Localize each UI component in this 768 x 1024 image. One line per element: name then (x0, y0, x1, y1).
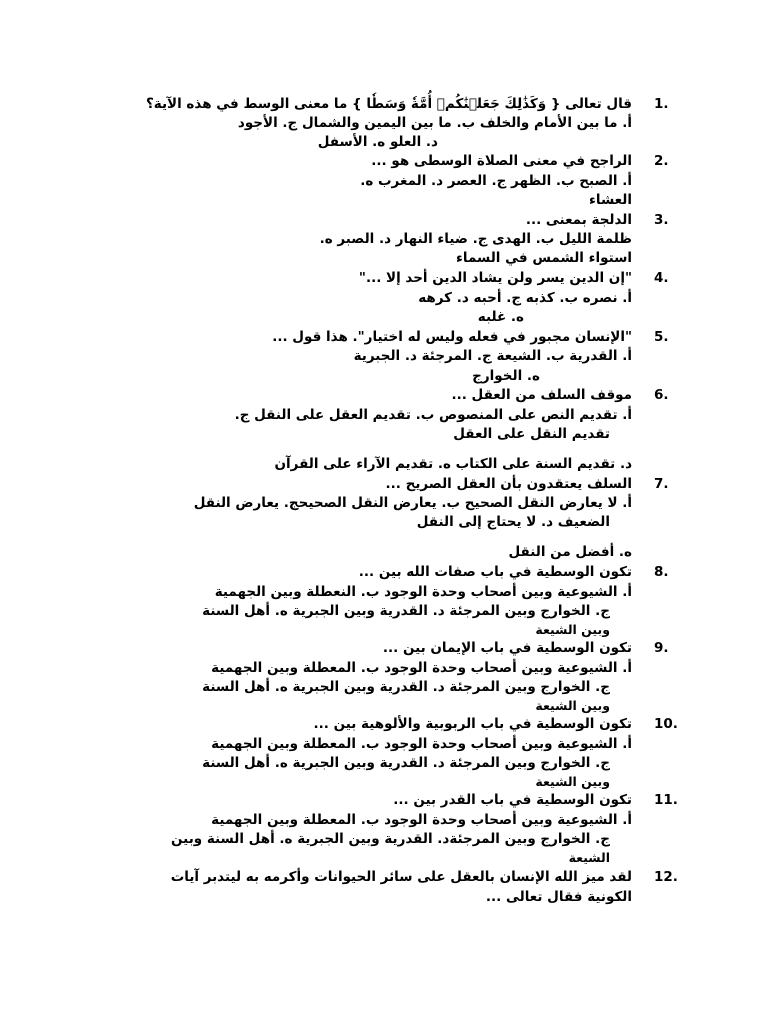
answer-line: أ. الشيوعية وبين أصحاب وحدة الوجود ب. النعطلة وبين الجهمية (214, 584, 632, 600)
answer-line: الكونية فقال تعالى ... (485, 889, 632, 905)
question-text: لقد ميز الله الإنسان بالعقل على سائر الحيوانات وأكرمه به ليتدبر آيات (170, 869, 632, 885)
answer-line: ج. الخوارج وبين المرجئة د. القدرية وبين الجبرية ه. أهل السنة (202, 679, 610, 695)
answer-line: أ. لا يعارض النقل الصحيح ب. يعارض النقل الصحيحج. يعارض النقل (193, 495, 632, 511)
question-text: تكون الوسطية في باب صفات الله بين ... (358, 564, 632, 580)
answer-line: ه. أفضل من النقل (508, 544, 632, 560)
answer-line: أ. تقديم النص على المنصوص ب. تقديم العقل على النقل ج. (234, 407, 632, 423)
answer-line: أ. القدرية ب. الشيعة ج. المرجئة د. الجبرية (353, 348, 632, 364)
answer-line: أ. الشيوعية وبين أصحاب وحدة الوجود ب. المعطلة وبين الجهمية (211, 660, 632, 676)
answer-line: وبين الشيعة (535, 698, 610, 713)
question-text: السلف يعتقدون بأن العقل الصريح ... (385, 476, 632, 492)
question-number: 9. (654, 640, 669, 656)
answer-line: وبين الشيعة (535, 774, 610, 789)
answer-line: تقديم النقل على العقل (453, 426, 610, 442)
question-text: موقف السلف من العقل ... (451, 387, 632, 403)
question-number: 7. (654, 476, 669, 492)
question-number: 6. (654, 387, 669, 403)
question-number: 2. (654, 153, 669, 169)
question-text: الدلجة بمعنى ... (525, 212, 632, 228)
question-number: 12. (654, 869, 678, 885)
question-text: قال تعالى { وَكَذَٰلِكَ جَعَلۡنَٰكُمۡ أُمَّةٗ وَسَطٗا } ما معنى الوسط في هذه الآية؟ (145, 96, 632, 112)
question-number: 4. (654, 270, 669, 286)
question-text: تكون الوسطية في باب الإيمان بين ... (382, 640, 632, 656)
answer-line: الضعيف د. لا يحتاج إلى النقل (416, 514, 610, 530)
question-text: تكون الوسطية في باب القدر بين ... (393, 792, 632, 808)
answer-line: أ. الشيوعية وبين أصحاب وحدة الوجود ب. المعطلة وبين الجهمية (211, 736, 632, 752)
question-text: تكون الوسطية في باب الربوبية والألوهية بين ... (313, 716, 632, 732)
answer-line: وبين الشيعة (535, 622, 610, 637)
question-number: 3. (654, 212, 669, 228)
answer-line: أ. الصبح ب. الظهر ج. العصر د. المغرب ه. (360, 173, 632, 189)
answer-line: أ. ما بين الأمام والخلف ب. ما بين اليمين والشمال ج. الأجود (237, 115, 632, 131)
question-text: "إن الدين يسر ولن يشاد الدين أحد إلا ..." (358, 270, 632, 286)
answer-line: العشاء (588, 192, 632, 208)
question-number: 1. (654, 96, 669, 112)
question-number: 8. (654, 564, 669, 580)
answer-line: ه. غلبه (477, 309, 524, 325)
answer-line: ج. الخوارج وبين المرجئة د. القدرية وبين الجبرية ه. أهل السنة (202, 755, 610, 771)
answer-line: ه. الخوارج (472, 368, 540, 384)
answer-line: ظلمة الليل ب. الهدى ج. ضياء النهار د. الصبر ه. (319, 231, 632, 247)
question-number: 10. (654, 716, 678, 732)
answer-line: د. تقديم السنة على الكتاب ه. تقديم الآراء على القرآن (274, 456, 632, 472)
answer-line: د. العلو ه. الأسفل (317, 134, 438, 150)
answer-line: استواء الشمس في السماء (455, 250, 632, 266)
question-number: 5. (654, 329, 669, 345)
question-text: "الإنسان مجبور في فعله وليس له اختيار". هذا قول ... (272, 329, 632, 345)
answer-line: أ. الشيوعية وبين أصحاب وحدة الوجود ب. المعطلة وبين الجهمية (211, 812, 632, 828)
answer-line: ج. الخوارج وبين المرجئة د. القدرية وبين الجبرية ه. أهل السنة (202, 603, 610, 619)
answer-line: الشيعة (568, 850, 610, 865)
question-text: الراجح في معنى الصلاة الوسطى هو ... (371, 153, 632, 169)
answer-line: أ. نصره ب. كذبه ج. أحبه د. كرهه (418, 290, 632, 306)
question-number: 11. (654, 792, 678, 808)
answer-line: ج. الخوارج وبين المرجئةد. القدرية وبين الجبرية ه. أهل السنة وبين (171, 831, 610, 847)
